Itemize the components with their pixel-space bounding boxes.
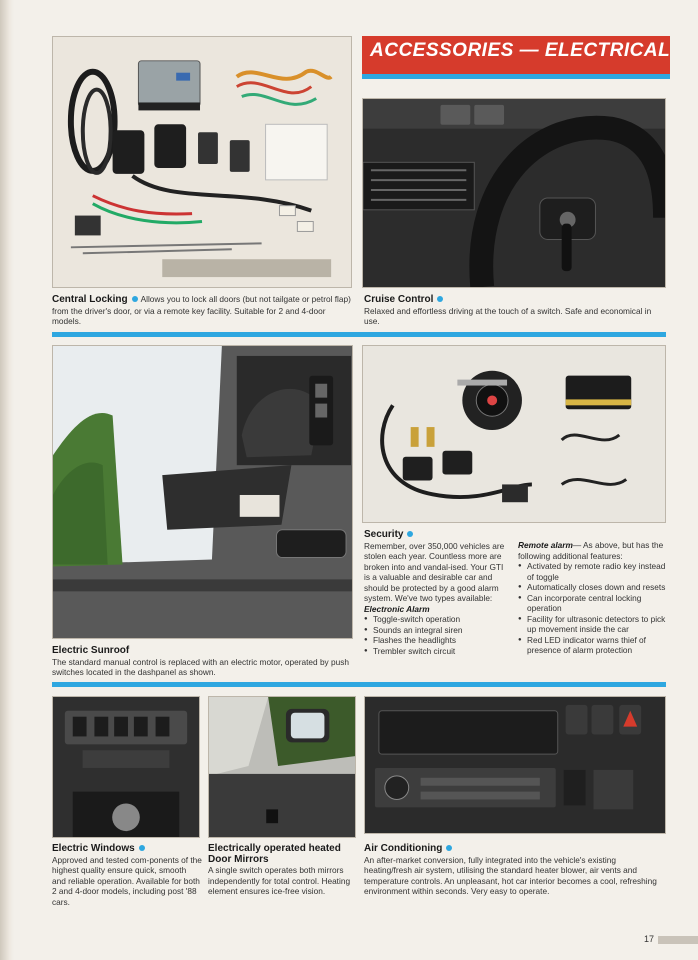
cruise-control-photo bbox=[362, 98, 666, 288]
security-photo bbox=[362, 345, 666, 523]
security-caption bbox=[364, 529, 510, 656]
central-locking-body: Allows you to lock all doors (but not tailgate or petrol flap) from the driver's door, or via a remote key facility. Suitable for 2 and 4-door models. bbox=[52, 294, 351, 326]
list-item: ● Can incorporate central locking operation bbox=[518, 593, 668, 614]
section-rule-1 bbox=[52, 332, 666, 337]
bullet-dot-icon bbox=[139, 845, 145, 851]
list-item: ● Automatically closes down and resets bbox=[518, 582, 668, 593]
bullet-dot-icon bbox=[446, 845, 452, 851]
sunroof-photo bbox=[52, 345, 353, 639]
bullet-dot-icon bbox=[407, 531, 413, 537]
door-mirrors-caption bbox=[208, 843, 358, 897]
title-banner bbox=[362, 36, 670, 76]
page-number: 17 bbox=[643, 934, 654, 944]
central-locking-heading: Central Locking bbox=[52, 294, 128, 305]
central-locking-caption bbox=[52, 294, 354, 327]
page-title: ACCESSORIES — ELECTRICAL bbox=[370, 40, 670, 61]
door-mirror-photo bbox=[208, 696, 356, 838]
door-mirrors-heading: Electrically operated heated Door Mirrors bbox=[208, 843, 341, 865]
cruise-control-heading: Cruise Control bbox=[364, 294, 434, 305]
page-spine bbox=[0, 0, 14, 960]
remote-alarm-caption bbox=[518, 540, 668, 656]
cruise-control-caption bbox=[364, 294, 664, 327]
remote-alarm-title: Remote alarm bbox=[518, 540, 573, 550]
page-tab bbox=[658, 936, 698, 944]
title-rule bbox=[362, 74, 670, 79]
air-conditioning-photo bbox=[364, 696, 666, 834]
electronic-alarm-title: Electronic Alarm bbox=[364, 603, 430, 614]
security-heading: Security bbox=[364, 529, 404, 540]
security-intro: Remember, over 350,000 vehicles are stolen each year. Countless more are broken into and vandal-ised. Your GTI is a valuable and desirable car and should be protected by a good alarm system. We've two types available: bbox=[364, 540, 505, 603]
list-item: ● Activated by remote radio key instead of toggle bbox=[518, 561, 668, 582]
electric-windows-caption bbox=[52, 843, 202, 907]
electric-windows-body: Approved and tested com-ponents of the highest quality ensure quick, smooth and reliable operation. Available for both 2 and 4-door models, including post '88 cars. bbox=[52, 854, 202, 907]
list-item: ● Flashes the headlights bbox=[364, 635, 510, 646]
electric-windows-heading: Electric Windows bbox=[52, 843, 135, 854]
air-conditioning-body: An after-market conversion, fully integrated into the vehicle's existing heating/fresh air system, utilising the standard heater blower, air vents and temperature controls. An unpleasant, hot car interior becomes a cool, refreshing environment within seconds. Very easy to operate. bbox=[364, 854, 657, 896]
list-item: ● Trembler switch circuit bbox=[364, 646, 510, 657]
bullet-dot-icon bbox=[132, 296, 138, 302]
door-mirrors-body: A single switch operates both mirrors independently for total control. Heating element ensures ice-free vision. bbox=[208, 865, 351, 896]
electric-windows-photo bbox=[52, 696, 200, 838]
section-rule-2 bbox=[52, 682, 666, 687]
list-item: ● Red LED indicator warns thief of presence of alarm protection bbox=[518, 635, 668, 656]
central-locking-photo bbox=[52, 36, 352, 288]
electronic-alarm-list bbox=[364, 614, 510, 656]
remote-alarm-list bbox=[518, 561, 668, 656]
remote-alarm-intro: — As above, but has the following additional features: bbox=[518, 540, 664, 561]
air-conditioning-heading: Air Conditioning bbox=[364, 843, 443, 854]
sunroof-caption bbox=[52, 645, 352, 678]
sunroof-body: The standard manual control is replaced with an electric motor, operated by push switches located in the dashpanel as shown. bbox=[52, 656, 350, 677]
list-item: ● Toggle-switch operation bbox=[364, 614, 510, 625]
sunroof-heading: Electric Sunroof bbox=[52, 645, 130, 656]
list-item: ● Sounds an integral siren bbox=[364, 625, 510, 636]
list-item: ● Facility for ultrasonic detectors to pick up movement inside the car bbox=[518, 614, 668, 635]
bullet-dot-icon bbox=[437, 296, 443, 302]
cruise-control-body: Relaxed and effortless driving at the touch of a switch. Safe and economical in use. bbox=[364, 305, 652, 326]
air-conditioning-caption bbox=[364, 843, 666, 897]
